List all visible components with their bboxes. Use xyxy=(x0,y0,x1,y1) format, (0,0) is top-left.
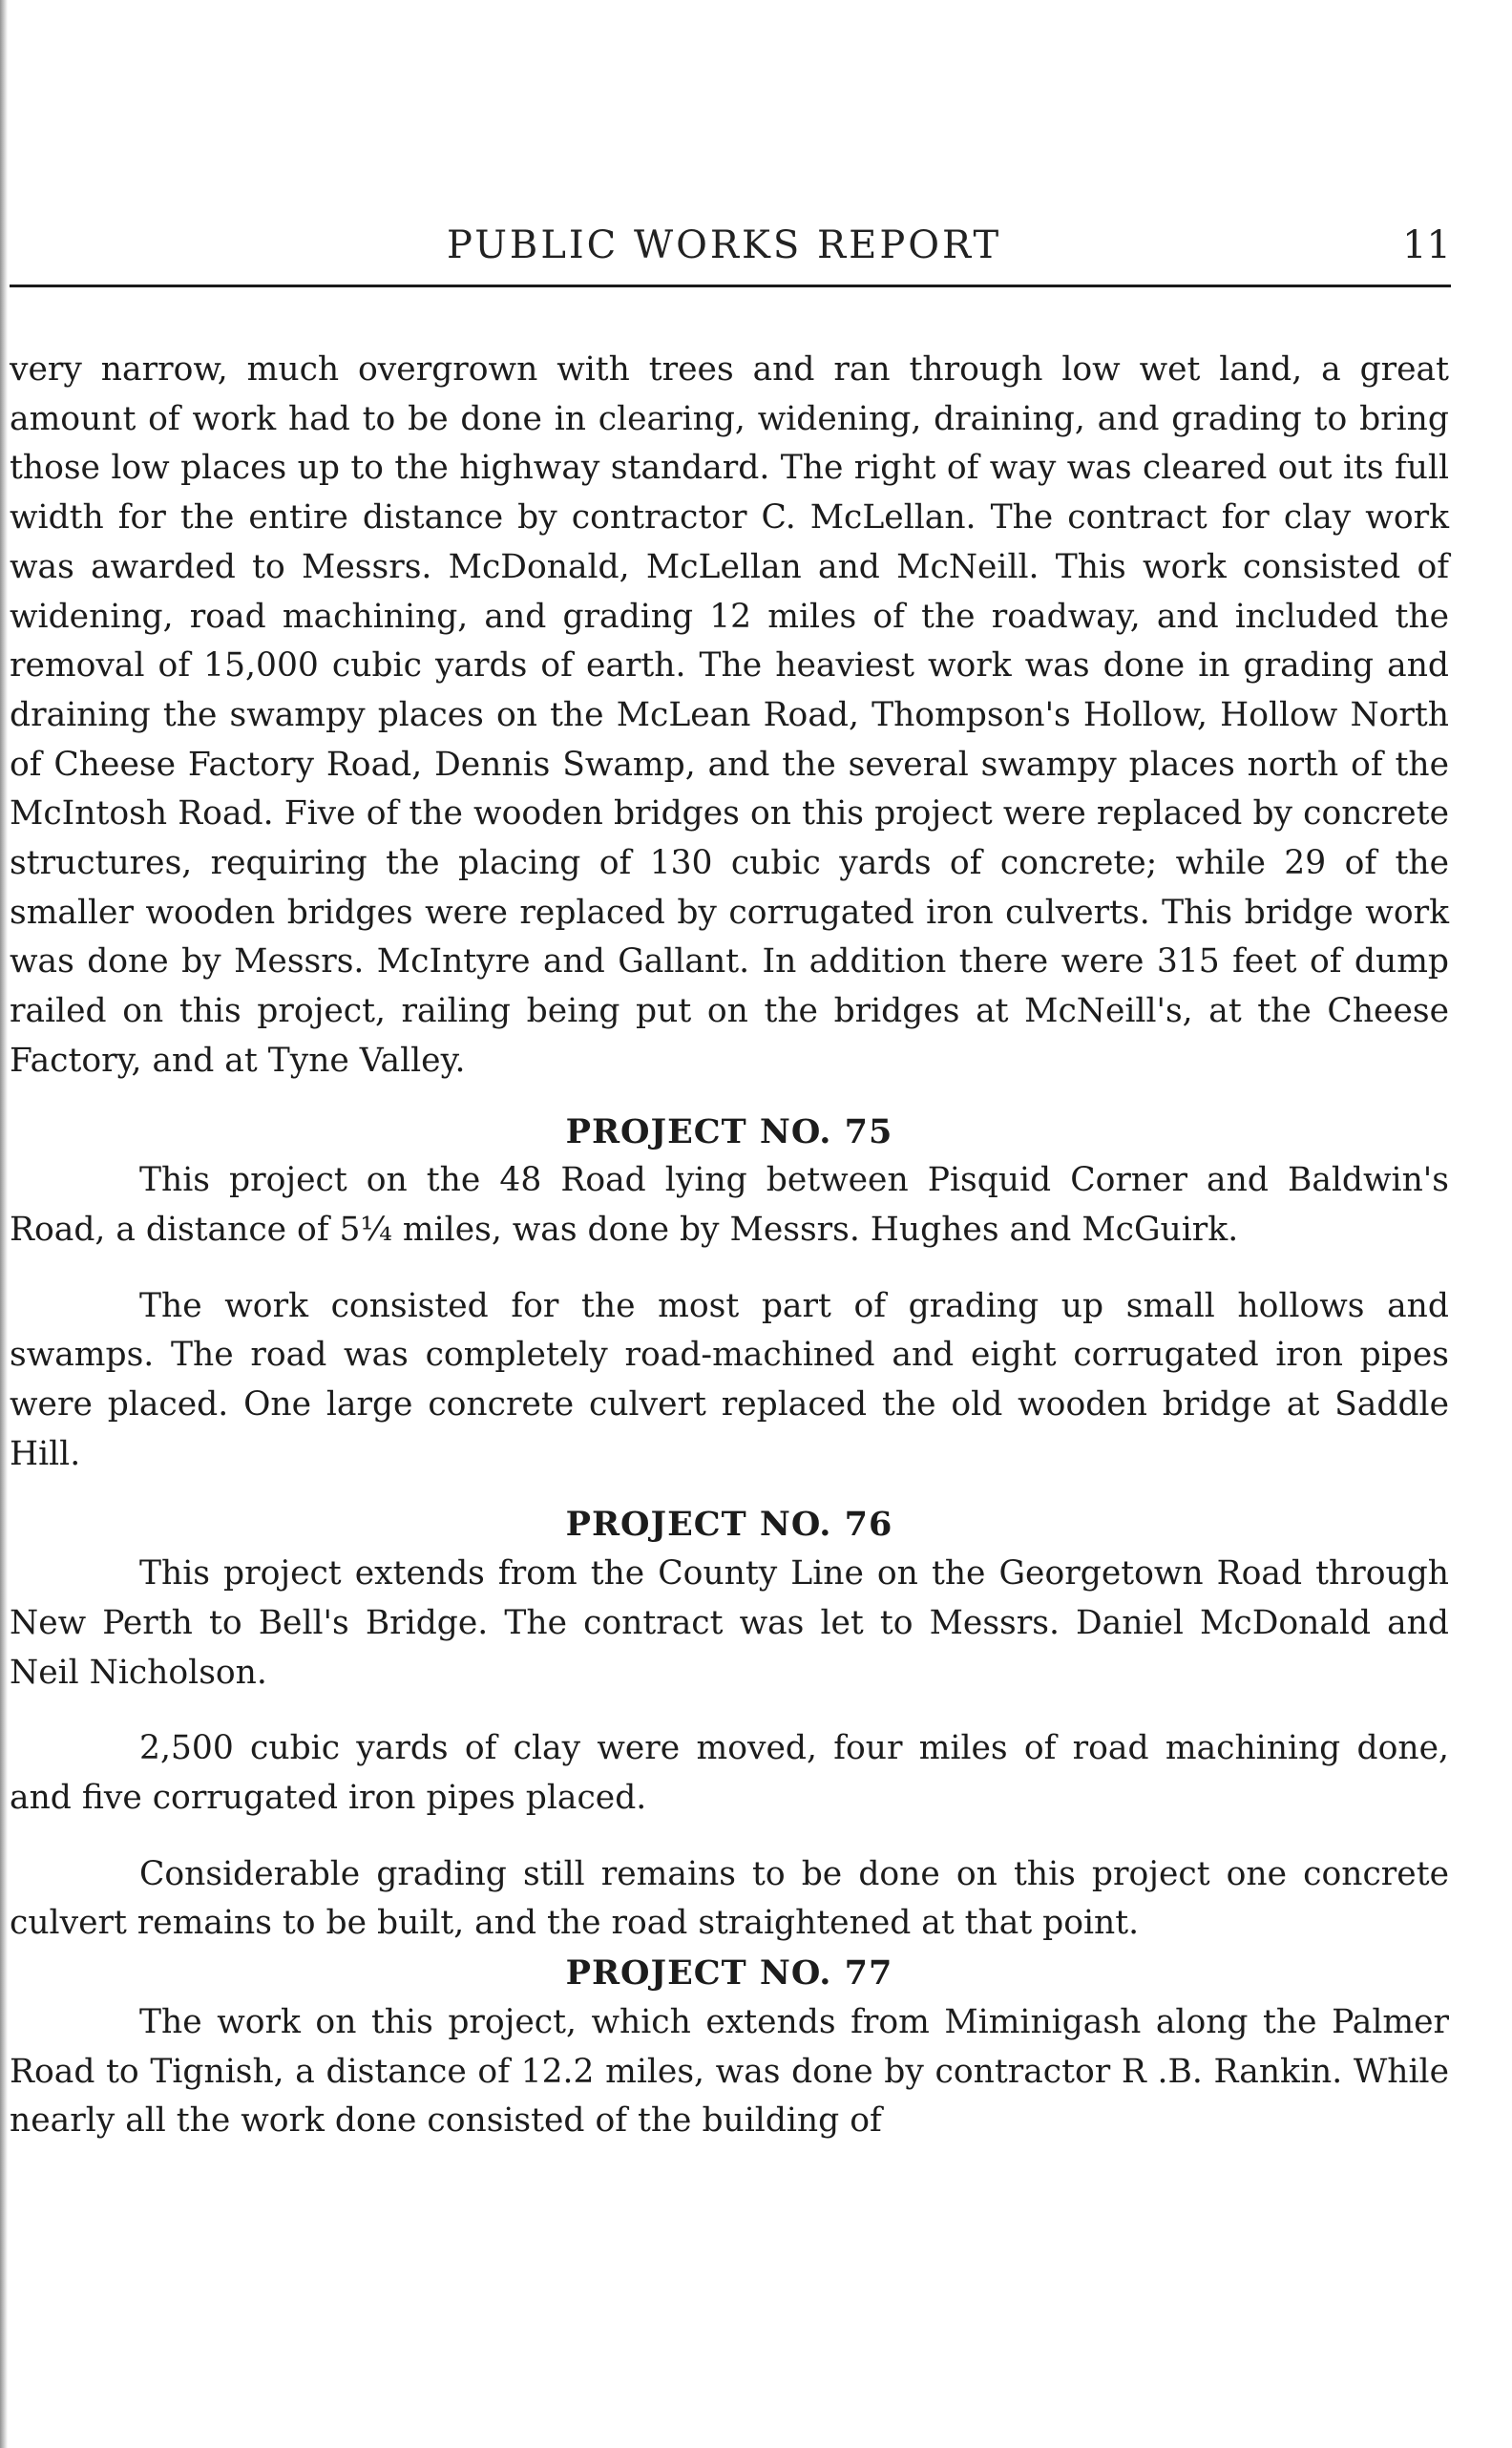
project-76-paragraph-2: 2,500 cubic yards of clay were moved, four miles of road machining done, and five corrugated iron pipes placed. xyxy=(10,1729,1449,1817)
project-77-heading: PROJECT NO. 77 xyxy=(565,1953,893,1994)
project-76-paragraph-1: This project extends from the County Line on the Georgetown Road through New Perth to Bell's Bridge. The contract was let to Messrs. Daniel McDonald and Neil Nicholson. xyxy=(10,1554,1449,1692)
running-header-title: PUBLIC WORKS REPORT xyxy=(447,223,1002,267)
project-76-paragraph-3: Considerable grading still remains to be done on this project one concrete culvert remains to be built, and the road straightened at that point. xyxy=(10,1854,1449,1943)
project-75-paragraph-2: The work consisted for the most part of grading up small hollows and swamps. The road was completely road-machined and eight corrugated iron pipes were placed. One large concrete culvert replaced the old wooden bridge at Saddle Hill. xyxy=(10,1286,1449,1473)
project-76-heading: PROJECT NO. 76 xyxy=(565,1505,893,1545)
running-header xyxy=(10,218,1451,279)
page-number: 11 xyxy=(1402,223,1451,267)
scan-binding-edge xyxy=(0,0,8,2448)
body-text xyxy=(10,346,1449,2146)
header-rule xyxy=(10,285,1451,287)
continuation-paragraph: very narrow, much overgrown with trees and ran through low wet land, a great amount of work had to be done in clearing, widening, draining, and grading to bring those low places up to the highway standard. The right of way was cleared out its full width for the entire distance by contractor C. McLellan. The contract for clay work was awarded to Messrs. McDonald, McLellan and McNeill. This work consisted of widening, road machining, and grading 12 miles of the roadway, and included the removal of 15,000 cubic yards of earth. The heaviest work was done in grading and draining the swampy places on the McLean Road, Thompson's Hollow, Hollow North of Cheese Factory Road, Dennis Swamp, and the several swampy places north of the McIntosh Road. Five of the wooden bridges on this project were replaced by concrete structures, requiring the placing of 130 cubic yards of concrete; while 29 of the smaller wooden bridges were replaced by corrugated iron culverts. This bridge work was done by Messrs. McIntyre and Gallant. In addition there were 315 feet of dump railed on this project, railing being put on the bridges at McNeill's, at the Cheese Factory, and at Tyne Valley. xyxy=(10,350,1449,1080)
project-75-heading: PROJECT NO. 75 xyxy=(565,1111,893,1151)
project-75-paragraph-1: This project on the 48 Road lying between Pisquid Corner and Baldwin's Road, a distance of 5¼ miles, was done by Messrs. Hughes and McGuirk. xyxy=(10,1161,1449,1249)
project-77-paragraph-1: The work on this project, which extends from Miminigash along the Palmer Road to Tignish, a distance of 12.2 miles, was done by contractor R .B. Rankin. While nearly all the work done consisted of the building of xyxy=(10,2002,1449,2141)
